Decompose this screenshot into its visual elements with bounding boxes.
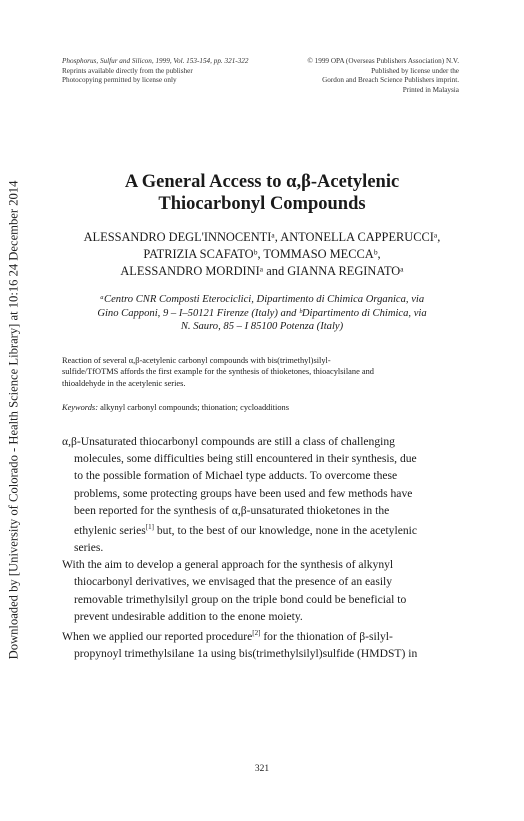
- title-line: Thiocarbonyl Compounds: [158, 194, 366, 214]
- title-line: A General Access to α,β-Acetylenic: [124, 172, 400, 192]
- body-line: been reported for the synthesis of α,β-unsaturated thioketones in the: [74, 503, 390, 517]
- copyright-line: Published by license under the: [371, 66, 459, 75]
- citation-line: Reprints available directly from the publisher: [62, 66, 193, 75]
- author-line: PATRIZIA SCAFATOᵇ, TOMMASO MECCAᵇ,: [143, 247, 381, 261]
- download-watermark: [3, 160, 25, 680]
- citation-line: Photocopying permitted by license only: [62, 76, 177, 85]
- copyright-line: Printed in Malaysia: [402, 85, 459, 94]
- journal-citation: [62, 57, 277, 86]
- body-line: With the aim to develop a general approach for the synthesis of alkynyl: [62, 558, 394, 572]
- abstract-line: Reaction of several α,β-acetylenic carbonyl compounds with bis(trimethyl)silyl-: [62, 356, 331, 365]
- paper-title: [60, 171, 464, 215]
- affiliation-line: N. Sauro, 85 – I 85100 Potenza (Italy): [180, 321, 344, 332]
- keywords-label: Keywords:: [62, 403, 98, 412]
- body-line: ethylenic series[1] but, to the best of our knowledge, none in the acetylenic: [74, 523, 418, 537]
- body-line: molecules, some difficulties being still encountered in their synthesis, due: [74, 452, 417, 466]
- affiliation-line: ᵃCentro CNR Composti Eterociclici, Dipartimento di Chimica Organica, via: [99, 294, 425, 305]
- copyright-line: Gordon and Breach Science Publishers imprint.: [322, 76, 459, 85]
- affiliation-line: Gino Capponi, 9 – I–50121 Firenze (Italy) and ᵇDipartimento di Chimica, via: [97, 307, 427, 319]
- abstract-line: thioaldehyde in the acetylenic series.: [62, 378, 186, 388]
- body-line: to the possible formation of Michael type adducts. To overcome these: [74, 469, 398, 483]
- affiliations: [60, 293, 464, 334]
- download-watermark-text: Downloaded by [University of Colorado - Health Science Library] at 10:16 24 December 2014: [6, 180, 21, 660]
- author-list: [60, 229, 464, 280]
- keywords-text: alkynyl carbonyl compounds; thionation; cycloadditions: [97, 403, 289, 412]
- copyright-notice: [285, 57, 459, 95]
- author-line: ALESSANDRO DEGL'INNOCENTIᵃ, ANTONELLA CAPPERUCCIᵃ,: [83, 230, 441, 244]
- body-line: propynoyl trimethylsilane 1a using bis(trimethylsilyl)sulfide (HMDST) in: [74, 647, 418, 661]
- body-line: prevent undesirable addition to the enone moiety.: [74, 609, 303, 623]
- citation-line: Phosphorus, Sulfur and Silicon, 1999, Vol. 153-154, pp. 321-322: [62, 57, 249, 65]
- body-line: When we applied our reported procedure[2] for the thionation of β-silyl-: [62, 629, 393, 643]
- abstract: [62, 355, 460, 389]
- body-line: thiocarbonyl derivatives, we envisaged that the presence of an easily: [74, 575, 393, 589]
- body-line: α,β-Unsaturated thiocarbonyl compounds are still a class of challenging: [62, 435, 395, 448]
- copyright-line: © 1999 OPA (Overseas Publishers Association) N.V.: [307, 57, 459, 65]
- page-number: 321: [254, 764, 270, 774]
- body-line: removable trimethylsilyl group on the triple bond could be beneficial to: [74, 592, 407, 606]
- keywords: [62, 402, 460, 413]
- body-line: problems, some protecting groups have been used and few methods have: [74, 486, 413, 500]
- author-line: ALESSANDRO MORDINIᵃ and GIANNA REGINATOᵃ: [120, 264, 404, 278]
- abstract-line: sulfide/TfOTMS affords the first example for the synthesis of thioketones, thioacylsilane and: [62, 367, 374, 377]
- body-text: [62, 433, 462, 662]
- body-line: series.: [74, 541, 104, 555]
